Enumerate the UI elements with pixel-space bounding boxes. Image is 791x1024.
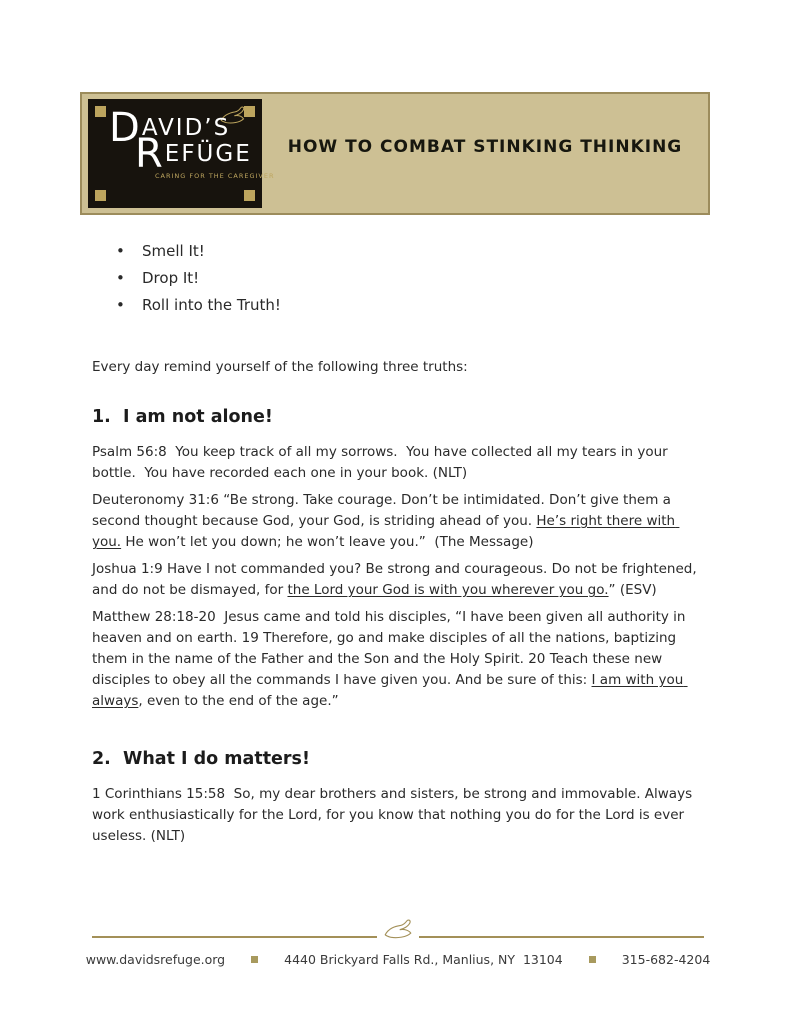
scripture-paragraph (92, 490, 706, 553)
separator-square-icon (251, 956, 258, 963)
logo-tagline: CARING FOR THE CAREGIVER (155, 172, 275, 180)
corner-square-icon (244, 190, 255, 201)
footer-rule-line (92, 936, 377, 938)
logo-wordmark (109, 105, 275, 180)
bullet-item: • Drop It! (116, 265, 706, 292)
header-banner (80, 92, 710, 215)
footer-website: www.davidsrefuge.org (85, 952, 226, 967)
text-segment: Psalm 56:8 You keep track of all my sorrows. You have collected all my tears in your bottle. You have recorded each one in your book. (NLT) (92, 444, 673, 481)
footer-address: 4440 Brickyard Falls Rd., Manlius, NY 13104 (284, 952, 563, 967)
section-heading: 1. I am not alone! (92, 407, 273, 427)
footer-phone: 315-682-4204 (621, 952, 711, 967)
text-segment: ” (ESV) (608, 582, 657, 598)
text-segment: 1 Corinthians 15:58 So, my dear brothers and sisters, be strong and immovable. Always work enthusiastically for the Lord, for you know that nothing you do for the Lord is ever useless. (NLT) (92, 786, 697, 844)
logo-rest: EFÜGE (164, 141, 252, 167)
text-segment: Joshua 1:9 Have I not commanded you? Be strong and courageous. Do not be frightened, and do not be dismayed, for (92, 561, 701, 598)
scripture-paragraph (92, 607, 706, 712)
separator-square-icon (589, 956, 596, 963)
bullet-list (116, 238, 706, 319)
page-title: HOW TO COMBAT STINKING THINKING (287, 136, 683, 157)
underlined-text: the Lord your God is with you wherever you go. (287, 582, 609, 598)
scripture-paragraph (92, 442, 706, 484)
footer-rule-line (419, 936, 704, 938)
footer-rule (92, 916, 704, 940)
bullet-item: • Smell It! (116, 238, 706, 265)
text-segment: Matthew 28:18-20 Jesus came and told his disciples, “I have been given all authority in heaven and on earth. 19 Therefore, go and make disciples of all the nations, baptizing them in the name of the Father and the Son and the Holy Spirit. 20 Teach these new disciples to obey all the commands I have given you. And be sure of this: (92, 609, 690, 688)
corner-square-icon (95, 190, 106, 201)
section-heading: 2. What I do matters! (92, 749, 310, 769)
bullet-item: • Roll into the Truth! (116, 292, 706, 319)
footer (85, 916, 711, 967)
intro-text: Every day remind yourself of the following three truths: (92, 359, 468, 375)
truth-section (92, 406, 706, 712)
truth-section (92, 748, 706, 847)
scripture-paragraph (92, 559, 706, 601)
content (92, 238, 706, 847)
text-segment: , even to the end of the age.” (138, 693, 339, 709)
corner-square-icon (95, 106, 106, 117)
title-area (262, 94, 708, 213)
logo-initial: R (135, 131, 165, 177)
sections (92, 406, 706, 847)
davids-refuge-logo (88, 99, 275, 208)
underlined-text: I am with you always (92, 672, 688, 709)
underlined-text: He’s right there with you. (92, 513, 680, 550)
text-segment: He won’t let you down; he won’t leave you.” (The Message) (121, 534, 534, 550)
logo-rest: AVID’S (141, 115, 231, 141)
logo-initial: D (109, 105, 142, 151)
goose-ornament-icon (381, 916, 415, 940)
footer-info (85, 952, 711, 967)
text-segment: Deuteronomy 31:6 “Be strong. Take courage. Don’t be intimidated. Don’t give them a second thought because God, your God, is striding ahead of you. (92, 492, 676, 529)
scripture-paragraph (92, 784, 706, 847)
